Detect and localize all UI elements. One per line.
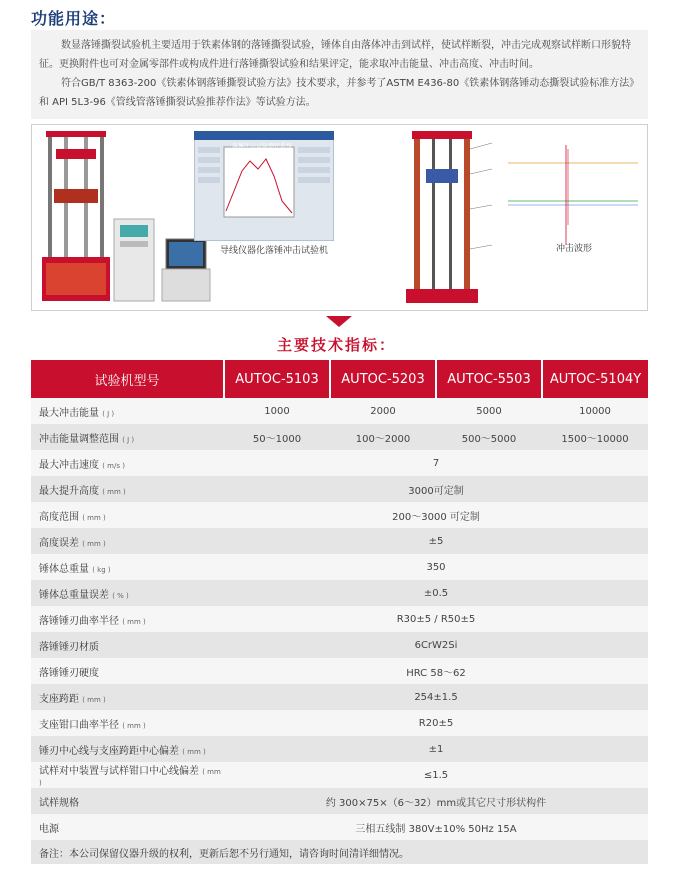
row-label [31, 814, 224, 840]
row-label-text: 试样对中装置与试样钳口中心线偏差 [39, 766, 199, 777]
cell-value: ±5 [224, 528, 648, 554]
table-row [31, 424, 648, 450]
row-unit: ( mm ) [102, 487, 126, 496]
table-row [31, 658, 648, 684]
row-label [31, 788, 224, 814]
table-row [31, 684, 648, 710]
row-unit: ( J ) [122, 435, 135, 444]
table-row [31, 762, 648, 788]
cell-value: 100～2000 [330, 424, 436, 450]
row-unit: ( mm ) [122, 617, 146, 626]
note-row [31, 840, 648, 864]
cell-value: ±0.5 [224, 580, 648, 606]
cell-value: 6CrW2Si [224, 632, 648, 658]
header-model-5103: AUTOC-5103 [224, 360, 330, 398]
row-label [31, 736, 224, 762]
down-arrow-icon [326, 316, 352, 327]
table-row [31, 710, 648, 736]
cell-value: 10000 [542, 398, 648, 424]
row-label [31, 762, 224, 788]
header-model-5203: AUTOC-5203 [330, 360, 436, 398]
row-unit: ( m/s ) [102, 461, 125, 470]
row-unit: ( mm ) [82, 513, 106, 522]
screen-title: 落锤冲击试验测控系统 [232, 143, 293, 150]
row-unit: ( mm ) [82, 539, 106, 548]
table-row [31, 450, 648, 476]
row-label [31, 450, 224, 476]
row-label [31, 684, 224, 710]
row-label-text: 高度范围 [39, 511, 79, 523]
row-label-text: 最大冲击速度 [39, 459, 99, 471]
row-label [31, 710, 224, 736]
cell-value: 5000 [436, 398, 542, 424]
cell-value: 500～5000 [436, 424, 542, 450]
row-label-text: 落锤锤刃曲率半径 [39, 615, 119, 627]
header-model-5104y: AUTOC-5104Y [542, 360, 648, 398]
row-label-text: 最大提升高度 [39, 485, 99, 497]
row-label [31, 424, 224, 450]
cell-value: 50～1000 [224, 424, 330, 450]
cell-value: 1500～10000 [542, 424, 648, 450]
row-label-text: 支座钳口曲率半径 [39, 719, 119, 731]
cell-value: 254±1.5 [224, 684, 648, 710]
table-row [31, 554, 648, 580]
header-model-label: 试验机型号 [31, 360, 224, 398]
row-label-text: 落锤锤刃硬度 [39, 667, 99, 679]
table-row [31, 788, 648, 814]
row-label [31, 632, 224, 658]
row-label [31, 502, 224, 528]
cell-value: 200～3000 可定制 [224, 502, 648, 528]
table-row [31, 528, 648, 554]
cell-value: 3000可定制 [224, 476, 648, 502]
row-unit: ( mm ) [39, 768, 221, 787]
machine-caption: 导线仪器化落锤冲击试验机 [220, 246, 329, 256]
spec-header-row [31, 360, 648, 398]
table-row [31, 398, 648, 424]
table-row [31, 476, 648, 502]
cell-value: ≤1.5 [224, 762, 648, 788]
function-description [31, 30, 648, 119]
row-label-text: 冲击能量调整范围 [39, 433, 119, 445]
row-unit: ( mm ) [82, 695, 106, 704]
row-label-text: 试样规格 [39, 797, 79, 809]
row-label-text: 锤体总重量 [39, 563, 89, 575]
cell-value: 1000 [224, 398, 330, 424]
description-paragraph-1: 数显落锤撕裂试验机主要适用于铁素体钢的落锤撕裂试验，锤体自由落体冲击到试样，使试样断裂，冲击完成观察试样断口形貌特征。更换附件也可对金属零部件或构成件进行落锤撕裂试验和结果评定，能求取冲击能量、冲击高度、冲击时间。 [39, 40, 631, 70]
row-label [31, 606, 224, 632]
cell-value: R20±5 [224, 710, 648, 736]
row-label-text: 锤刃中心线与支座跨距中心偏差 [39, 745, 179, 757]
row-label-text: 支座跨距 [39, 693, 79, 705]
cell-value: 2000 [330, 398, 436, 424]
row-label-text: 落锤锤刃材质 [39, 641, 99, 653]
spec-title: 主要技术指标： [276, 336, 396, 354]
spec-table [31, 360, 648, 864]
cell-value: 350 [224, 554, 648, 580]
header-model-5503: AUTOC-5503 [436, 360, 542, 398]
cell-value: 约 300×75×（6～32）mm或其它尺寸形状构件 [224, 788, 648, 814]
cell-value: HRC 58～62 [224, 658, 648, 684]
row-label [31, 580, 224, 606]
row-label-text: 电源 [39, 823, 59, 835]
row-unit: ( mm ) [182, 747, 206, 756]
table-row [31, 814, 648, 840]
table-row [31, 502, 648, 528]
row-label [31, 658, 224, 684]
row-label-text: 锤体总重量误差 [39, 589, 109, 601]
impact-waveform-chart [508, 145, 638, 245]
cell-value: 7 [224, 450, 648, 476]
note-text: 备注：本公司保留仪器升级的权利，更新后恕不另行通知，请咨询时间清详细情况。 [31, 840, 648, 864]
description-paragraph-2: 符合GB/T 8363-200《铁素体钢落锤撕裂试验方法》技术要求，并参考了ASTM E436-80《铁素体钢落锤动态撕裂试验标准方法》和 API 5L3-96《管线管落锤撕裂试验推荐作法》等试验方法。 [39, 78, 640, 108]
function-title: 功能用途： [31, 9, 117, 28]
row-label [31, 476, 224, 502]
row-unit: ( J ) [102, 409, 115, 418]
product-images-panel [31, 124, 648, 311]
row-label [31, 554, 224, 580]
cell-value: ±1 [224, 736, 648, 762]
row-label-text: 高度误差 [39, 537, 79, 549]
row-label [31, 398, 224, 424]
row-unit: ( mm ) [122, 721, 146, 730]
row-unit: ( kg ) [92, 565, 111, 574]
cell-value: R30±5 / R50±5 [224, 606, 648, 632]
row-label-text: 最大冲击能量 [39, 407, 99, 419]
row-unit: ( % ) [112, 591, 129, 600]
table-row [31, 580, 648, 606]
row-label [31, 528, 224, 554]
table-row [31, 632, 648, 658]
table-row [31, 736, 648, 762]
machine-structure-diagram [392, 129, 502, 309]
cell-value: 三相五线制 380V±10% 50Hz 15A [224, 814, 648, 840]
table-row [31, 606, 648, 632]
waveform-caption: 冲击波形 [556, 244, 593, 254]
